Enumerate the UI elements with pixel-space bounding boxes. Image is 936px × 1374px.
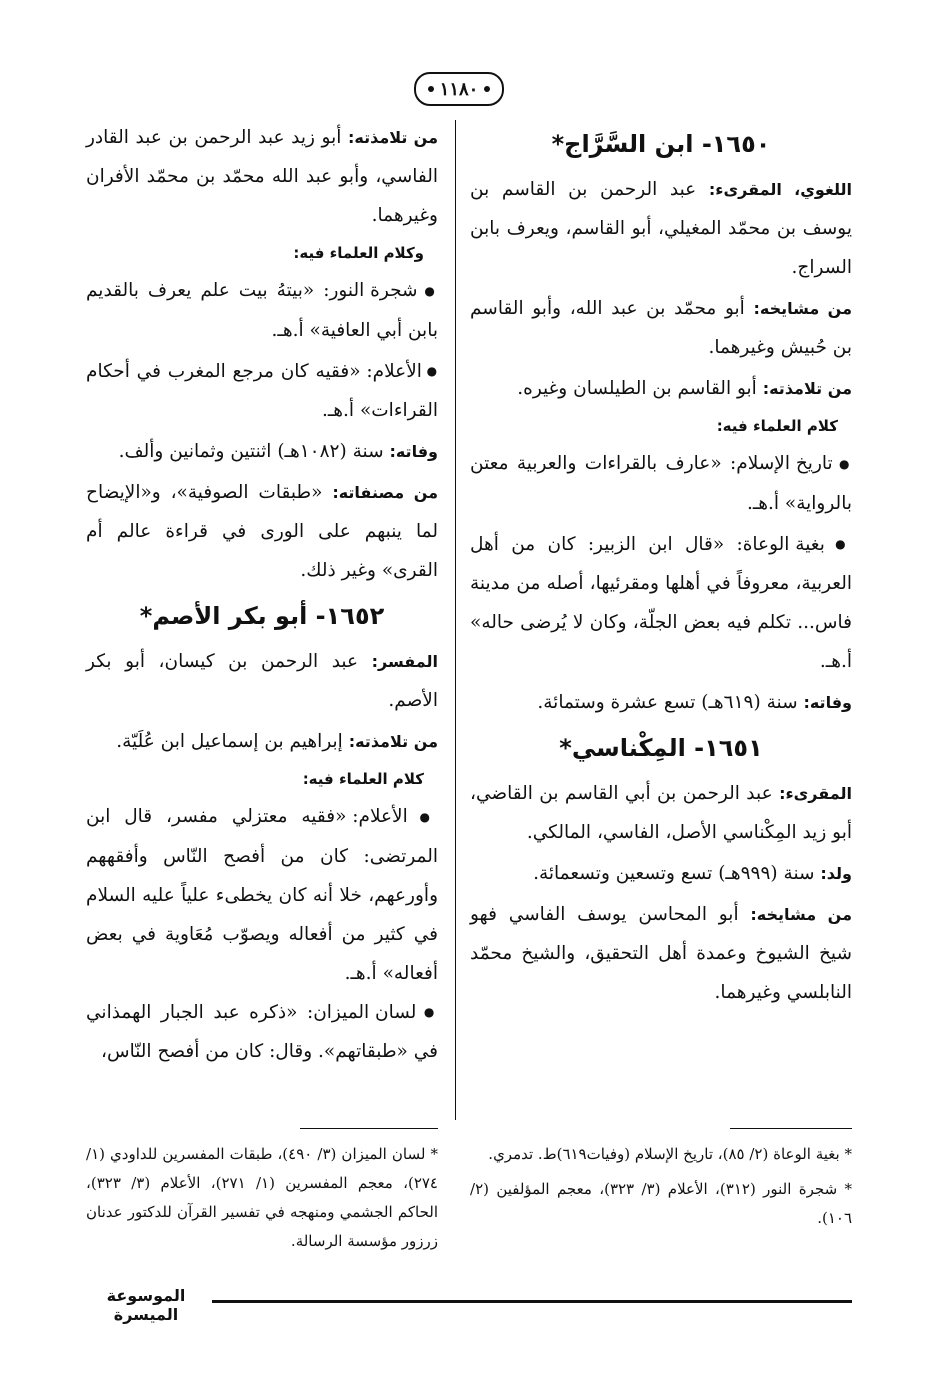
field-text: أبو زيد عبد الرحمن بن عبد القادر الفاسي، وأبو عبد الله محمّد بن محمّد الأفران وغيرهما.	[86, 127, 438, 226]
page-number: ١١٨٠	[439, 78, 479, 100]
entry-title-1651: ١٦٥١- المِكْناسي*	[559, 734, 763, 762]
field-label: وفاته:	[803, 693, 852, 712]
field-text: عبد الرحمن بن القاسم بن يوسف بن محمّد المغيلي، أبو القاسم، ويعرف بابن السراج.	[470, 179, 852, 278]
entry-1651-teachers	[470, 895, 852, 1012]
footnote-text: لسان الميزان (٣/ ٤٩٠)، طبقات المفسرين للداودي (١/ ٢٧٤)، معجم المفسرين (١/ ٢٧١)، الأعلام (٣/ ٣٢٣)، الحاكم الجشمي ومنهجه في تفسير القرآن للدكتور عدنان زرزور مؤسسة الرسالة.	[86, 1145, 438, 1250]
entry-title-1650: ١٦٥٠- ابن السَّرَّاج*	[551, 130, 771, 158]
footnote-text: بغية الوعاة (٢/ ٨٥)، تاريخ الإسلام (وفيات٦١٩)ط. تدمري.	[488, 1145, 840, 1163]
footnote: * شجرة النور (٣١٢)، الأعلام (٣/ ٣٢٣)، معجم المؤلفين (٢/ ١٠٦).	[470, 1180, 852, 1227]
right-footnotes	[470, 1140, 852, 1239]
field-label: من تلامذته:	[347, 128, 438, 147]
field-label: ولد:	[820, 864, 852, 883]
entry-1652-students	[86, 722, 438, 761]
field-label: من مصنفاته:	[332, 483, 438, 502]
footnote: * بغية الوعاة (٢/ ٨٥)، تاريخ الإسلام (وفيات٦١٩)ط. تدمري.	[488, 1145, 852, 1163]
right-column	[470, 118, 852, 1012]
entry-1650-description	[470, 170, 852, 287]
footnote: * لسان الميزان (٣/ ٤٩٠)، طبقات المفسرين للداودي (١/ ٢٧٤)، معجم المفسرين (١/ ٢٧١)، الأعلام (٣/ ٣٢٣)، الحاكم الجشمي ومنهجه في تفسير القرآن للدكتور عدنان زرزور مؤسسة الرسالة.	[86, 1145, 438, 1250]
entry-1650-students	[470, 369, 852, 408]
entry-1652-description	[86, 642, 438, 720]
quote-item: ● الأعلام: «فقيه معتزلي مفسر، قال ابن المرتضى: كان من أفصح النّاس وأفقههم وأورعهم، خلا أنه كان يخطىء علياً عليه السلام في كثير من أفعاله ويصوّب مُعَاوية في بعض أفعاله» أ.هـ.	[86, 797, 438, 993]
footnote-rule	[730, 1128, 852, 1129]
footer-title: الموسوعة الميسرة	[106, 1286, 186, 1324]
dot-ornament-icon	[484, 86, 490, 92]
entry-1651-description	[470, 774, 852, 852]
field-label: من تلامذته:	[348, 732, 438, 751]
entry-1651-born	[470, 854, 852, 893]
entry-1650-teachers	[470, 289, 852, 367]
footer-rule	[212, 1300, 852, 1303]
left-column	[86, 118, 438, 1071]
left-footnotes	[86, 1140, 438, 1262]
field-text: سنة (١٠٨٢هـ) اثنتين وثمانين وألف.	[118, 441, 390, 462]
field-label: المقرىء:	[779, 784, 852, 803]
entry-1651-students	[86, 118, 438, 235]
field-text: أبو محمّد بن عبد الله، وأبو القاسم بن حُبيش وغيرهما.	[470, 298, 852, 358]
entry-1650-death	[470, 683, 852, 722]
footnote-text: شجرة النور (٣١٢)، الأعلام (٣/ ٣٢٣)، معجم المؤلفين (٢/ ١٠٦).	[470, 1180, 852, 1227]
field-label: من مشايخه:	[750, 905, 852, 924]
field-label: اللغوي، المقرىء:	[708, 180, 852, 199]
field-text: سنة (٦١٩هـ) تسع عشرة وستمائة.	[537, 692, 804, 713]
page-number-badge	[414, 72, 504, 106]
scholars-heading: كلام العلماء فيه:	[716, 417, 838, 435]
field-label: المفسر:	[371, 652, 438, 671]
quote-item: ● بغية الوعاة: «قال ابن الزبير: كان من أهل العربية، معروفاً في أهلها ومقرئيها، أصله من مدينة فاس... تكلم فيه بعض الجلّة، وكان لا يُرضى حاله» أ.هـ.	[470, 525, 852, 682]
entry-title-1652: ١٦٥٢- أبو بكر الأصم*	[139, 602, 385, 630]
field-text: «طبقات الصوفية»، و«الإيضاح لما ينبهم على الورى في قراءة عالم أم القرى» وغير ذلك.	[86, 482, 438, 581]
field-text: أبو المحاسن يوسف الفاسي فهو شيخ الشيوخ وعمدة أهل التحقيق، والشيخ محمّد النابلسي وغيرهما.	[470, 904, 852, 1003]
quote-item: ● الأعلام: «فقيه كان مرجع المغرب في أحكام القراءات» أ.هـ.	[86, 352, 438, 431]
field-text: أبو القاسم بن الطيلسان وغيره.	[517, 378, 763, 399]
footnote-rule	[300, 1128, 438, 1129]
field-text: إبراهيم بن إسماعيل ابن عُلَيّة.	[116, 731, 349, 752]
field-label: من مشايخه:	[753, 299, 852, 318]
entry-1651-works	[86, 473, 438, 590]
quote-item: ● لسان الميزان: «ذكره عبد الجبار الهمذاني في «طبقاتهم». وقال: كان من أفصح النّاس،	[86, 993, 438, 1072]
scholars-heading: وكلام العلماء فيه:	[293, 244, 424, 262]
field-label: من تلامذته:	[762, 379, 852, 398]
field-text: عبد الرحمن بن أبي القاسم بن القاضي، أبو زيد المِكْناسي الأصل، الفاسي، المالكي.	[470, 783, 852, 843]
dot-ornament-icon	[428, 86, 434, 92]
entry-1651-death	[86, 432, 438, 471]
field-text: عبد الرحمن بن كيسان، أبو بكر الأصم.	[86, 651, 438, 711]
column-divider	[455, 120, 456, 1120]
quote-item: ● تاريخ الإسلام: «عارف بالقراءات والعربية معتن بالرواية» أ.هـ.	[470, 444, 852, 523]
field-text: سنة (٩٩٩هـ) تسع وتسعين وتسعمائة.	[533, 863, 821, 884]
field-label: وفاته:	[389, 442, 438, 461]
quote-item: ● شجرة النور: «بيتهُ بيت علم يعرف بالقديم بابن أبي العافية» أ.هـ.	[86, 271, 438, 350]
scholars-heading: كلام العلماء فيه:	[302, 770, 424, 788]
